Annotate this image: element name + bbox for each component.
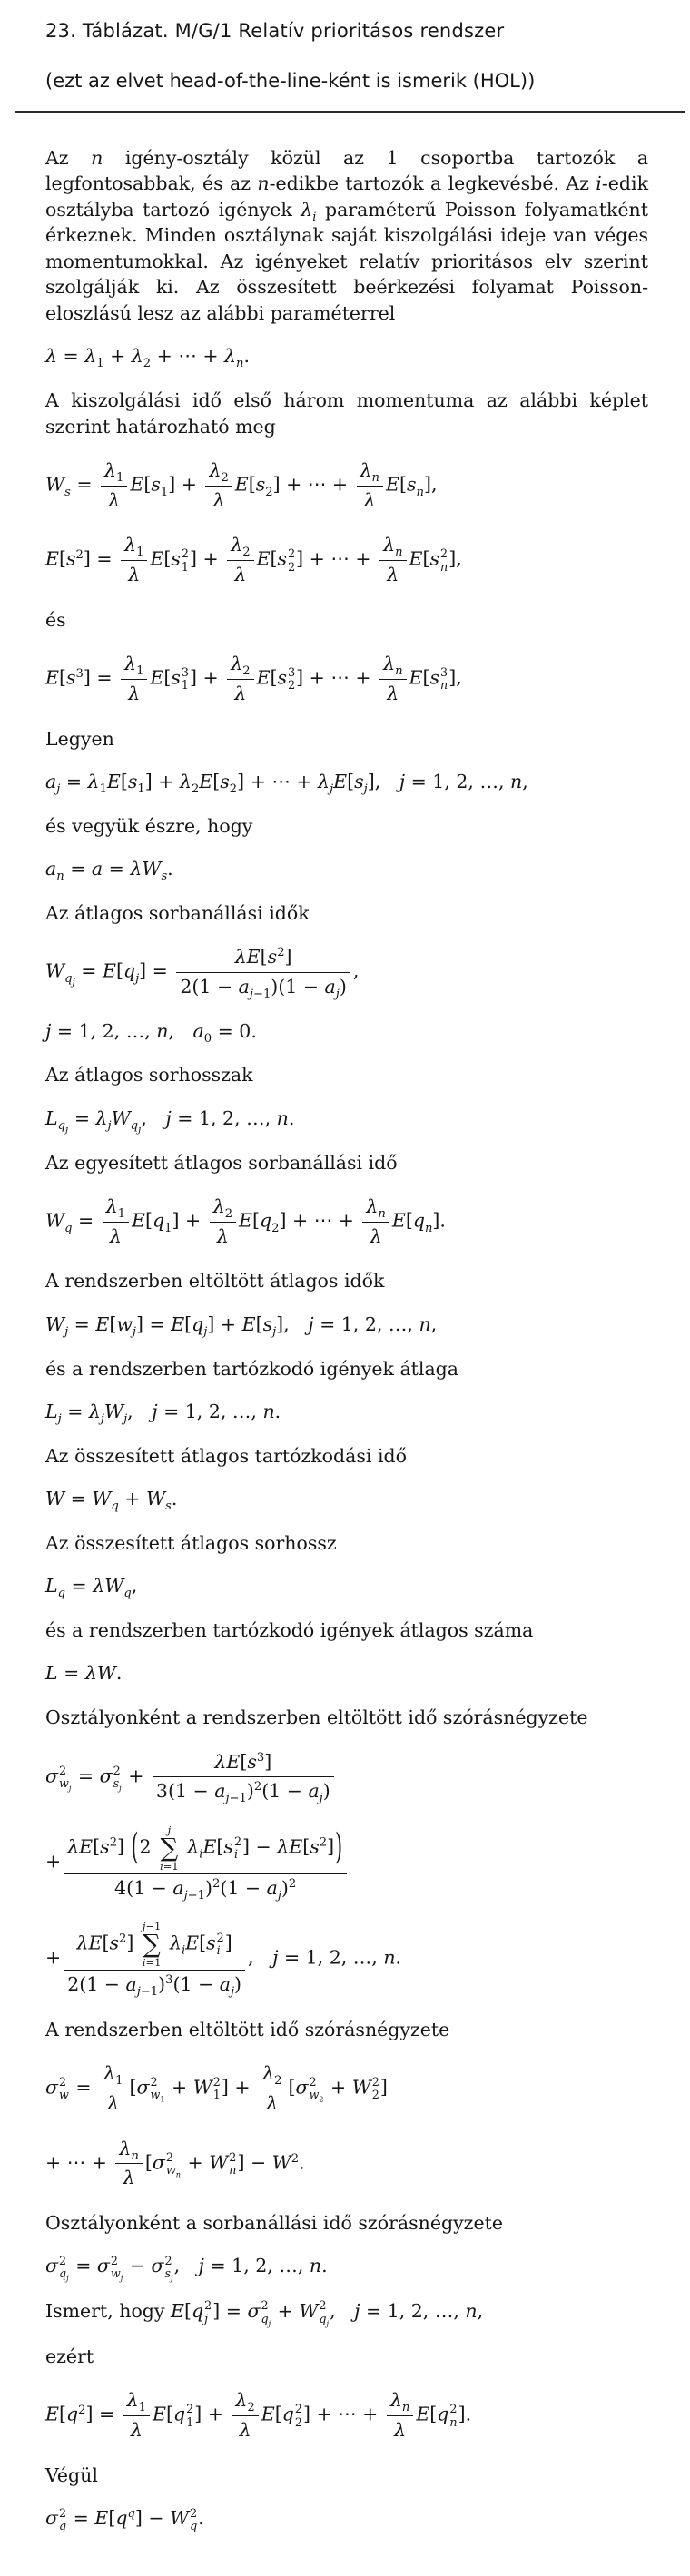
formula-l: L = λW. [45,1662,123,1685]
formula-lambda-total: $\lambda = \lambda_1 + \lambda_2$ + ⋯ + $\lambda_n$. [45,345,251,371]
page-subtitle: (ezt az elvet head-of-the-line-ként is ismerik (HOL)) [45,70,536,92]
label-osszesitett-tartozkodasi-ido: Az összesített átlagos tartózkodási idő [45,1444,407,1467]
formula-wq: $W_q$ = $\frac{\lambda_1}{\lambda}$ $E[q_1]$ + $\frac{\lambda_2}{\lambda}$ $E[q_2]$ + ⋯ + $\frac{\lambda_n}{\lambda}$ $E[q_n]$. [45,1194,648,1250]
label-egyesitett-sorbanallasi-ido: Az egyesített átlagos sorbanállási idő [45,1151,398,1174]
formula-lqj: $L_{q_j} = \lambda_jW_{q_j}$, j = 1, 2, …, n. [45,1106,295,1136]
formula-sigma-w-line2: + ⋯ + $\frac{\lambda_n}{\lambda}$ [σ 2 $w_n$ + W 2 n ] − $W^2$. [45,2136,648,2192]
formula-sigma-q: σ 2 q = $E[q^q] - W$ 2 q . [45,2505,204,2532]
formula-eq2: $E[q^2]$ = $\frac{\lambda_1}{\lambda}$ E[q 2 1 ] + $\frac{\lambda_2}{\lambda}$ E[q 2 2 ] + ⋯ + $\frac{\lambda_n}{\lambda}$ E[q 2 n ]. [45,2387,648,2443]
connector-vegul: Végül [45,2463,98,2486]
document-header [45,20,648,92]
formula-sigma-wj-line2: + $\lambda E[s^2]$ (2 j ∑ i=1 $\lambda_iE[s$ 2 i ] − $\lambda E[s^2]$) $4(1 - a_{j-1})^2(1 - a_j)^2$ [45,1824,648,1902]
formula-lq: $L_q = \lambda W_q$, [45,1575,138,1601]
connector-ezert: ezért [45,2345,94,2367]
connector-es-1: és [45,608,66,631]
formula-ws: $W_s$ = $\frac{\lambda_1}{\lambda}$ $E[s_1]$ + $\frac{\lambda_2}{\lambda}$ $E[s_2]$ + ⋯ + $\frac{\lambda_n}{\lambda}$ $E[s_n]$, [45,457,648,514]
connector-vegyuk-eszre: és vegyük észre, hogy [45,814,253,837]
formula-wj: $W_j = E[w_j] = E[q_j] + E[s_j]$, j = 1, 2, …, n, [45,1313,438,1339]
connector-legyen: Legyen [45,727,114,750]
service-moments-paragraph: A kiszolgálási idő első három momentuma az alábbi képlet szerint határozható meg [45,389,648,438]
label-atlagos-sorbanallasi-idok: Az átlagos sorbanállási idők [45,901,310,924]
formula-sigma-w-line1: σ 2 w = $\frac{\lambda_1}{\lambda}$ [σ 2 $w_1$ + W 2 1 ] + $\frac{\lambda_2}{\lambda}$ [σ 2 $w_2$ + W 2 2 ] [45,2060,648,2117]
intro-paragraph: Az n igény-osztály közül az 1 csoportba tartozók a legfontosabbak, és az n-edikbe tartozók a legkevésbé. Az i-edik osztályba tartozó igények $\lambda_i$ paraméterű Poisson folyamatként érkeznek. Minden osztálynak saját kiszolgálási ideje van véges momentumokkal. Az igényeket relatív prioritásos elv szerint szolgálják ki. Az összesített beérkezési folyamat Poisson-eloszlású lesz az alábbi paraméterrel [45,147,649,324]
label-osztalyonkent-rendszer-szorasnegyzet: Osztályonként a rendszerben eltöltött idő szórásnégyzete [45,1706,588,1729]
formula-lj: $L_j = \lambda_jW_j$, j = 1, 2, …, n. [45,1400,281,1427]
label-rendszerben-eltoltott-idok: A rendszerben eltöltött átlagos idők [45,1270,385,1293]
paragraph-ismert: Ismert, hogy E[q 2 j ] = σ 2 $q_j$ + W 2 $q_j$ , j = 1, 2, …, n, [45,2298,484,2328]
formula-w: $W = W_q + W_s$. [45,1488,178,1514]
formula-es3: $E[s^3]$ = $\frac{\lambda_1}{\lambda}$ E[s 3 1 ] + $\frac{\lambda_2}{\lambda}$ E[s 3 2 ] + ⋯ + $\frac{\lambda_n}{\lambda}$ E[s 3 n ], [45,651,648,707]
formula-wqj: $W_{q_j} = E[q_j]$ = $\frac{\lambda E[s^2]}{2(1 - a_{j-1})(1 - a_j)}$ , [45,946,360,1002]
formula-sigma-qj: σ 2 $q_j$ = σ 2 $w_j$ − σ 2 $s_j$ , j = 1, 2, …, n. [45,2253,328,2283]
label-osszesitett-sorhossz: Az összesített átlagos sorhossz [45,1531,337,1554]
document-body [45,145,648,2532]
formula-sigma-wj-line3: + $\lambda E[s^2]$ j−1 ∑ i=1 $\lambda_iE[s$ 2 i ] $2(1 - a_{j-1})^3(1 - a_j)$ , j = 1, 2, …, n. [45,1920,402,2000]
formula-aj: $a_j = \lambda_1E[s_1] + \lambda_2E[s_2]$ + ⋯ + $\lambda_jE[s_j]$, j = 1, 2, …, n, [45,771,528,797]
label-osztalyonkent-sorbanallasi-szorasnegyzet: Osztályonként a sorbanállási idő szórásnégyzete [45,2212,503,2234]
page-title: 23. Táblázat. M/G/1 Relatív prioritásos rendszer [45,20,505,42]
formula-an: $a_n = a = \lambda W_s$. [45,858,173,884]
formula-j-range: j = 1, 2, …, n, $a_0 = 0$. [45,1019,257,1046]
header-rule [15,111,685,113]
label-tartozkodo-igenyek-atlaga: és a rendszerben tartózkodó igények átlaga [45,1357,459,1380]
label-rendszer-ido-szorasnegyzet: A rendszerben eltöltött idő szórásnégyzete [45,2018,450,2040]
formula-sigma-wj-line1: σ 2 $w_j$ = σ 2 $s_j$ + $\frac{\lambda E[s^3]}{3(1 - a_{j-1})^2(1 - a_j)}$ [45,1749,648,1805]
label-igenyek-atlagos-szama: és a rendszerben tartózkodó igények átlagos száma [45,1618,534,1641]
formula-es2: $E[s^2]$ = $\frac{\lambda_1}{\lambda}$ E[s 2 1 ] + $\frac{\lambda_2}{\lambda}$ E[s 2 2 ] + ⋯ + $\frac{\lambda_n}{\lambda}$ E[s 2 n ], [45,532,648,588]
label-atlagos-sorhosszak: Az átlagos sorhosszak [45,1064,253,1086]
